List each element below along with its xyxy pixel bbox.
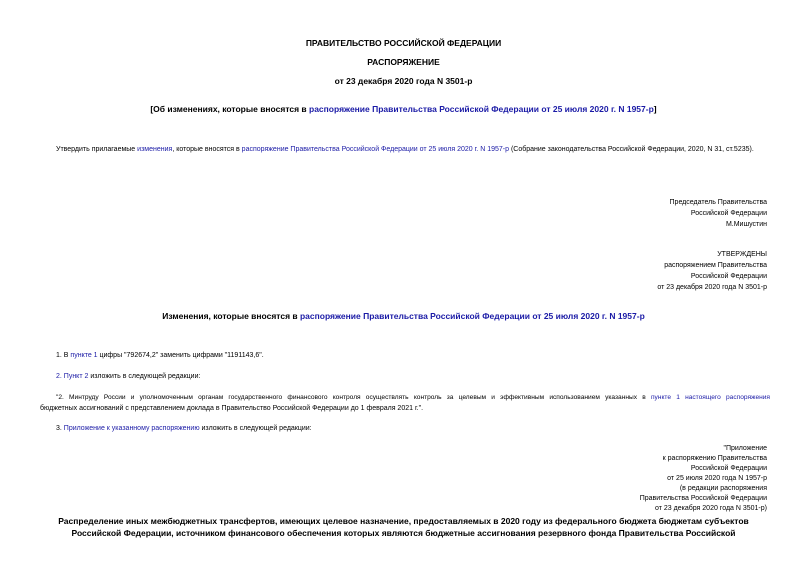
appendix-block	[517, 444, 767, 514]
changes-title-decree-link[interactable]: распоряжение Правительства Российской Федерации от 25 июля 2020 г. N 1957-р	[299, 311, 645, 321]
approval-block	[517, 249, 767, 293]
item-1-text-1: 1. В	[56, 352, 71, 359]
signature-block	[517, 197, 767, 230]
changes-title-text: Изменения, которые вносятся в	[162, 311, 300, 321]
appendix-line-3: Российской Федерации	[690, 465, 767, 472]
item-1	[56, 350, 776, 361]
item-2-point-link[interactable]: 2. Пункт 2	[56, 373, 89, 380]
appendix-line-1: "Приложение	[723, 445, 767, 452]
intro-text-2: , которые вносятся в	[172, 146, 242, 153]
intro-decree-link[interactable]: распоряжение Правительства Российской Федерации от 25 июля 2020 г. N 1957-р	[241, 146, 509, 153]
changes-link[interactable]: изменения	[137, 146, 173, 153]
quote-point-link[interactable]: пункте 1 настоящего распоряжения	[650, 394, 771, 401]
subject-decree-link[interactable]: распоряжение Правительства Российской Федерации от 25 июля 2020 г. N 1957-р	[309, 104, 654, 114]
appendix-line-6: Правительства Российской Федерации	[639, 495, 767, 502]
signature-position: Председатель Правительства	[669, 199, 767, 206]
subject-close: ]	[653, 104, 657, 114]
quote-text-1: "2. Минтруду России и уполномоченным органам государственного финансового контроля осуществлять контроль за целевым и эффективным использованием указанных в	[56, 394, 651, 401]
quote-text-2: бюджетных ассигнований с представлением доклада в Правительство Российской Федерации до 1 февраля 2021 г.".	[40, 405, 424, 412]
distribution-title-line-2: Российской Федерации, источником финансового обеспечения которых являются бюджетные ассигнования резервного фонда Правительства Российской	[71, 528, 736, 538]
signature-name: М.Мишустин	[725, 221, 767, 228]
item-2	[56, 371, 776, 382]
government-heading: ПРАВИТЕЛЬСТВО РОССИЙСКОЙ ФЕДЕРАЦИИ	[305, 38, 502, 48]
appendix-link[interactable]: Приложение к указанному распоряжению	[63, 425, 200, 432]
distribution-title-line-1: Распределение иных межбюджетных трансфертов, имеющих целевое назначение, предоставляемых в 2020 году из федерального бюджета бюджетам субъектов	[58, 516, 749, 526]
item-1-point-link[interactable]: пункте 1	[70, 352, 98, 359]
item-1-text-2: цифры "792674,2" заменить цифрами "1191143,6".	[97, 352, 264, 359]
intro-paragraph	[40, 144, 770, 155]
document-subject	[0, 104, 807, 114]
changes-title	[0, 311, 807, 321]
document-date: от 23 декабря 2020 года N 3501-р	[334, 76, 473, 86]
approved-by: распоряжением Правительства	[664, 262, 767, 269]
subject-open: [Об изменениях, которые вносятся в	[150, 104, 310, 114]
item-2-text: изложить в следующей редакции:	[88, 373, 201, 380]
quote-line-1	[40, 392, 770, 403]
intro-text-3: (Собрание законодательства Российской Федерации, 2020, N 31, ст.5235).	[509, 146, 754, 153]
appendix-line-5: (в редакции распоряжения	[679, 485, 767, 492]
approved-date: от 23 декабря 2020 года N 3501-р	[657, 284, 767, 291]
approved-org: Российской Федерации	[690, 273, 767, 280]
appendix-line-2: к распоряжению Правительства	[662, 455, 767, 462]
item-3-text: изложить в следующей редакции:	[199, 425, 312, 432]
quote-paragraph	[40, 392, 770, 414]
intro-text-1: Утвердить прилагаемые	[56, 146, 138, 153]
approved-label: УТВЕРЖДЕНЫ	[717, 251, 767, 258]
appendix-line-7: от 23 декабря 2020 года N 3501-р)	[655, 505, 767, 512]
document-type: РАСПОРЯЖЕНИЕ	[367, 57, 440, 67]
appendix-line-4: от 25 июля 2020 года N 1957-р	[667, 475, 767, 482]
signature-org: Российской Федерации	[690, 210, 767, 217]
item-3-number: 3.	[56, 425, 64, 432]
item-3	[56, 423, 776, 434]
distribution-title	[0, 515, 807, 539]
